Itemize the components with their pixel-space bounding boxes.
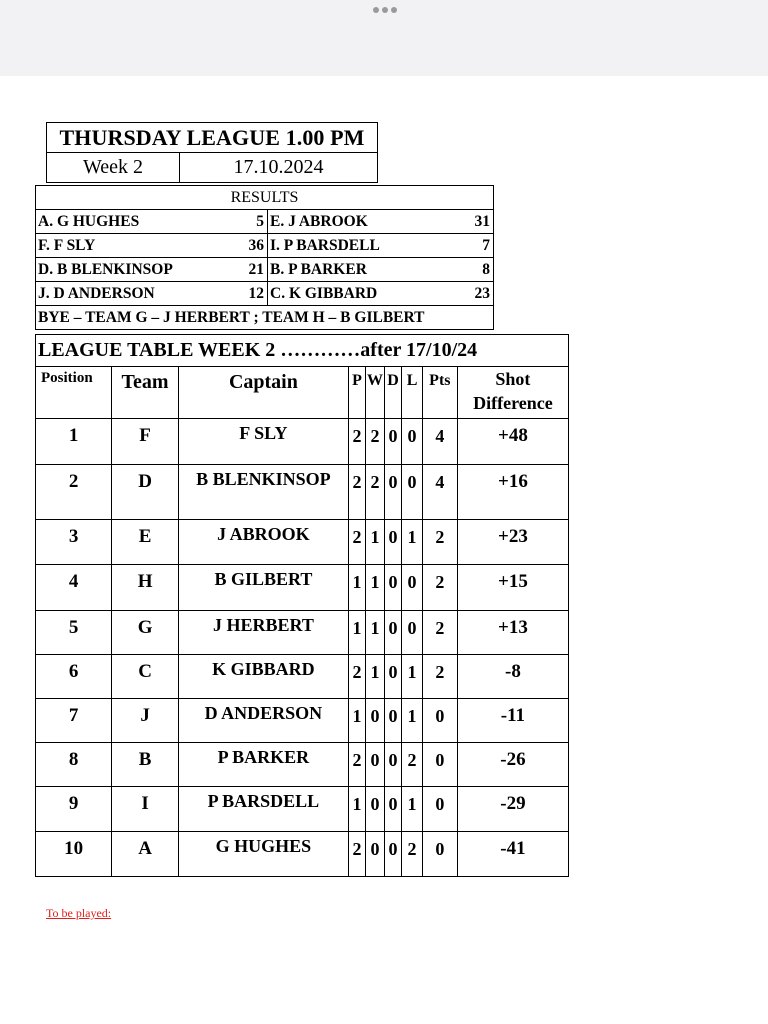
captain-cell: D ANDERSON bbox=[179, 699, 349, 743]
captain-cell: J ABROOK bbox=[179, 520, 349, 565]
lost-cell: 1 bbox=[402, 520, 423, 565]
team-cell: I bbox=[112, 787, 179, 832]
points-cell: 0 bbox=[422, 832, 457, 877]
played-cell: 2 bbox=[348, 832, 365, 877]
points-cell: 2 bbox=[422, 611, 457, 655]
results-table bbox=[35, 185, 494, 330]
shot-difference-cell: +15 bbox=[457, 565, 568, 611]
shot-difference-cell: -29 bbox=[457, 787, 568, 832]
played-cell: 2 bbox=[348, 743, 365, 787]
home-score: 5 bbox=[235, 210, 268, 234]
captain-cell: B GILBERT bbox=[179, 565, 349, 611]
league-row bbox=[36, 743, 569, 787]
played-cell: 1 bbox=[348, 565, 365, 611]
position-cell: 1 bbox=[36, 419, 112, 465]
league-row bbox=[36, 419, 569, 465]
won-cell: 2 bbox=[366, 465, 385, 520]
to-be-played-link[interactable]: To be played: bbox=[46, 906, 112, 920]
result-row bbox=[36, 210, 494, 234]
date-label: 17.10.2024 bbox=[180, 153, 378, 183]
away-team-name: E. J ABROOK bbox=[268, 210, 464, 234]
league-row bbox=[36, 699, 569, 743]
captain-cell: F SLY bbox=[179, 419, 349, 465]
league-table-title: LEAGUE TABLE WEEK 2 …………after 17/10/24 bbox=[36, 335, 569, 367]
shot-difference-cell: +13 bbox=[457, 611, 568, 655]
points-cell: 0 bbox=[422, 699, 457, 743]
lost-cell: 1 bbox=[402, 699, 423, 743]
points-cell: 0 bbox=[422, 787, 457, 832]
points-cell: 2 bbox=[422, 520, 457, 565]
won-cell: 1 bbox=[366, 520, 385, 565]
away-score: 23 bbox=[464, 282, 494, 306]
team-cell: B bbox=[112, 743, 179, 787]
result-row bbox=[36, 282, 494, 306]
captain-cell: P BARKER bbox=[179, 743, 349, 787]
away-team-name: B. P BARKER bbox=[268, 258, 464, 282]
header-played: P bbox=[348, 367, 365, 419]
drawn-cell: 0 bbox=[384, 699, 401, 743]
home-team-name: A. G HUGHES bbox=[36, 210, 235, 234]
played-cell: 2 bbox=[348, 465, 365, 520]
header-points: Pts bbox=[422, 367, 457, 419]
position-cell: 3 bbox=[36, 520, 112, 565]
header-captain: Captain bbox=[179, 367, 349, 419]
won-cell: 0 bbox=[366, 832, 385, 877]
drawn-cell: 0 bbox=[384, 655, 401, 699]
lost-cell: 0 bbox=[402, 611, 423, 655]
league-row bbox=[36, 520, 569, 565]
points-cell: 4 bbox=[422, 419, 457, 465]
position-cell: 9 bbox=[36, 787, 112, 832]
position-cell: 6 bbox=[36, 655, 112, 699]
position-cell: 4 bbox=[36, 565, 112, 611]
won-cell: 1 bbox=[366, 611, 385, 655]
week-label: Week 2 bbox=[47, 153, 180, 183]
lost-cell: 1 bbox=[402, 787, 423, 832]
team-cell: A bbox=[112, 832, 179, 877]
league-row bbox=[36, 565, 569, 611]
team-cell: F bbox=[112, 419, 179, 465]
header-won: W bbox=[366, 367, 385, 419]
away-score: 7 bbox=[464, 234, 494, 258]
played-cell: 1 bbox=[348, 787, 365, 832]
title-table bbox=[46, 122, 378, 183]
league-row bbox=[36, 655, 569, 699]
lost-cell: 1 bbox=[402, 655, 423, 699]
league-table bbox=[35, 334, 569, 877]
header-drawn: D bbox=[384, 367, 401, 419]
shot-difference-cell: +48 bbox=[457, 419, 568, 465]
drawn-cell: 0 bbox=[384, 611, 401, 655]
won-cell: 0 bbox=[366, 787, 385, 832]
captain-cell: B BLENKINSOP bbox=[179, 465, 349, 520]
league-row bbox=[36, 832, 569, 877]
drawn-cell: 0 bbox=[384, 832, 401, 877]
league-header-row bbox=[36, 367, 569, 419]
shot-difference-cell: +16 bbox=[457, 465, 568, 520]
team-cell: C bbox=[112, 655, 179, 699]
points-cell: 0 bbox=[422, 743, 457, 787]
drawn-cell: 0 bbox=[384, 465, 401, 520]
team-cell: G bbox=[112, 611, 179, 655]
league-heading: THURSDAY LEAGUE 1.00 PM bbox=[47, 123, 378, 153]
shot-difference-cell: -41 bbox=[457, 832, 568, 877]
points-cell: 2 bbox=[422, 655, 457, 699]
home-score: 36 bbox=[235, 234, 268, 258]
captain-cell: K GIBBARD bbox=[179, 655, 349, 699]
league-row bbox=[36, 465, 569, 520]
result-row bbox=[36, 234, 494, 258]
team-cell: H bbox=[112, 565, 179, 611]
captain-cell: G HUGHES bbox=[179, 832, 349, 877]
won-cell: 2 bbox=[366, 419, 385, 465]
points-cell: 2 bbox=[422, 565, 457, 611]
header-lost: L bbox=[402, 367, 423, 419]
team-cell: E bbox=[112, 520, 179, 565]
team-cell: J bbox=[112, 699, 179, 743]
drawn-cell: 0 bbox=[384, 743, 401, 787]
drawn-cell: 0 bbox=[384, 520, 401, 565]
won-cell: 0 bbox=[366, 743, 385, 787]
lost-cell: 0 bbox=[402, 565, 423, 611]
won-cell: 1 bbox=[366, 565, 385, 611]
position-cell: 8 bbox=[36, 743, 112, 787]
home-team-name: D. B BLENKINSOP bbox=[36, 258, 235, 282]
points-cell: 4 bbox=[422, 465, 457, 520]
results-caption: RESULTS bbox=[36, 186, 494, 210]
captain-cell: P BARSDELL bbox=[179, 787, 349, 832]
shot-difference-cell: -8 bbox=[457, 655, 568, 699]
home-team-name: F. F SLY bbox=[36, 234, 235, 258]
won-cell: 0 bbox=[366, 699, 385, 743]
league-row bbox=[36, 611, 569, 655]
played-cell: 1 bbox=[348, 699, 365, 743]
lost-cell: 2 bbox=[402, 832, 423, 877]
away-team-name: C. K GIBBARD bbox=[268, 282, 464, 306]
away-score: 8 bbox=[464, 258, 494, 282]
team-cell: D bbox=[112, 465, 179, 520]
drawn-cell: 0 bbox=[384, 419, 401, 465]
won-cell: 1 bbox=[366, 655, 385, 699]
top-toolbar bbox=[0, 0, 768, 76]
played-cell: 1 bbox=[348, 611, 365, 655]
bye-note: BYE – TEAM G – J HERBERT ; TEAM H – B GILBERT bbox=[36, 306, 494, 330]
drawn-cell: 0 bbox=[384, 787, 401, 832]
shot-difference-cell: -26 bbox=[457, 743, 568, 787]
drawn-cell: 0 bbox=[384, 565, 401, 611]
home-score: 21 bbox=[235, 258, 268, 282]
more-options-icon[interactable] bbox=[373, 7, 397, 13]
lost-cell: 2 bbox=[402, 743, 423, 787]
header-shot-difference: Shot Difference bbox=[457, 367, 568, 419]
position-cell: 2 bbox=[36, 465, 112, 520]
header-team: Team bbox=[112, 367, 179, 419]
shot-difference-cell: -11 bbox=[457, 699, 568, 743]
home-team-name: J. D ANDERSON bbox=[36, 282, 235, 306]
header-position: Position bbox=[36, 367, 112, 419]
league-row bbox=[36, 787, 569, 832]
home-score: 12 bbox=[235, 282, 268, 306]
position-cell: 7 bbox=[36, 699, 112, 743]
played-cell: 2 bbox=[348, 655, 365, 699]
result-row bbox=[36, 258, 494, 282]
position-cell: 10 bbox=[36, 832, 112, 877]
shot-difference-cell: +23 bbox=[457, 520, 568, 565]
played-cell: 2 bbox=[348, 419, 365, 465]
lost-cell: 0 bbox=[402, 465, 423, 520]
away-team-name: I. P BARSDELL bbox=[268, 234, 464, 258]
captain-cell: J HERBERT bbox=[179, 611, 349, 655]
position-cell: 5 bbox=[36, 611, 112, 655]
played-cell: 2 bbox=[348, 520, 365, 565]
away-score: 31 bbox=[464, 210, 494, 234]
lost-cell: 0 bbox=[402, 419, 423, 465]
